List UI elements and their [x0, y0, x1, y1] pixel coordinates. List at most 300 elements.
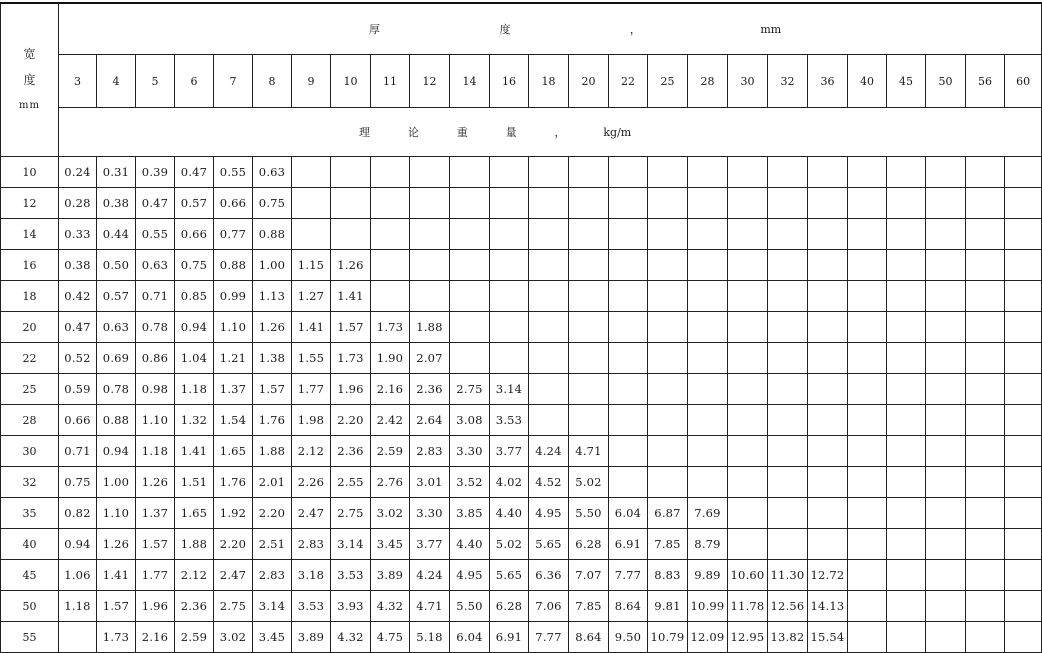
- weight-cell: [728, 467, 768, 498]
- weight-cell: 10.60: [728, 560, 768, 591]
- weight-cell: 7.85: [648, 529, 688, 560]
- weight-cell: [688, 157, 728, 188]
- weight-cell: [848, 281, 887, 312]
- weight-cell: 7.06: [529, 591, 569, 622]
- weight-cell: [926, 498, 966, 529]
- weight-cell: 1.88: [175, 529, 214, 560]
- weight-cell: 6.28: [569, 529, 609, 560]
- weight-cell: [728, 436, 768, 467]
- weight-cell: [926, 281, 966, 312]
- weight-cell: 1.88: [410, 312, 450, 343]
- weight-cell: 0.33: [59, 219, 97, 250]
- table-row: [1, 467, 1042, 498]
- weight-cell: [1005, 343, 1042, 374]
- weight-cell: 1.55: [292, 343, 331, 374]
- weight-cell: [450, 281, 490, 312]
- table-row: [1, 591, 1042, 622]
- weight-cell: [768, 157, 808, 188]
- weight-cell: 10.99: [688, 591, 728, 622]
- width-cell: 50: [1, 591, 59, 622]
- weight-cell: 2.75: [450, 374, 490, 405]
- weight-cell: [966, 591, 1005, 622]
- weight-cell: [887, 157, 926, 188]
- weight-cell: 0.66: [214, 188, 253, 219]
- weight-cell: 2.16: [136, 622, 175, 653]
- weight-cell: 0.85: [175, 281, 214, 312]
- weight-cell: [1005, 529, 1042, 560]
- weight-cell: [768, 467, 808, 498]
- weight-cell: [648, 374, 688, 405]
- table-row: [1, 188, 1042, 219]
- weight-cell: [292, 219, 331, 250]
- weight-cell: 0.28: [59, 188, 97, 219]
- weight-cell: [569, 250, 609, 281]
- weight-cell: [529, 219, 569, 250]
- weight-cell: 1.65: [214, 436, 253, 467]
- weight-cell: [768, 343, 808, 374]
- weight-cell: [808, 374, 848, 405]
- weight-cell: 9.89: [688, 560, 728, 591]
- weight-cell: [609, 157, 648, 188]
- weight-cell: 1.37: [136, 498, 175, 529]
- weight-cell: [887, 374, 926, 405]
- weight-cell: 0.99: [214, 281, 253, 312]
- weight-cell: [410, 281, 450, 312]
- weight-cell: 1.96: [136, 591, 175, 622]
- thickness-header-cell: 14: [450, 55, 490, 108]
- width-cell: 12: [1, 188, 59, 219]
- weight-cell: 10.79: [648, 622, 688, 653]
- weight-cell: [648, 250, 688, 281]
- weight-cell: 11.78: [728, 591, 768, 622]
- thickness-header-cell: 18: [529, 55, 569, 108]
- thickness-header-cell: 6: [175, 55, 214, 108]
- weight-cell: [529, 405, 569, 436]
- weight-cell: 1.73: [331, 343, 371, 374]
- weight-cell: 4.32: [371, 591, 410, 622]
- weight-cell: [728, 343, 768, 374]
- weight-cell: [609, 436, 648, 467]
- weight-cell: 1.10: [214, 312, 253, 343]
- weight-cell: [529, 281, 569, 312]
- weight-cell: [926, 436, 966, 467]
- weight-label-part: 论: [407, 126, 419, 139]
- weight-cell: [966, 467, 1005, 498]
- table-row: [1, 157, 1042, 188]
- weight-cell: [926, 343, 966, 374]
- thickness-values-row: [1, 55, 1042, 108]
- weight-cell: [887, 281, 926, 312]
- weight-cell: 0.63: [97, 312, 136, 343]
- weight-cell: 4.40: [450, 529, 490, 560]
- weight-cell: [966, 312, 1005, 343]
- weight-cell: 2.20: [253, 498, 292, 529]
- weight-cell: 2.01: [253, 467, 292, 498]
- weight-cell: 3.45: [253, 622, 292, 653]
- weight-cell: [926, 529, 966, 560]
- weight-cell: 4.71: [569, 436, 609, 467]
- weight-cell: 2.83: [292, 529, 331, 560]
- width-cell: 22: [1, 343, 59, 374]
- weight-cell: 2.20: [331, 405, 371, 436]
- weight-cell: [609, 312, 648, 343]
- weight-cell: [648, 343, 688, 374]
- thickness-header-cell: 12: [410, 55, 450, 108]
- weight-cell: 7.69: [688, 498, 728, 529]
- weight-cell: 1.10: [136, 405, 175, 436]
- weight-cell: 0.47: [175, 157, 214, 188]
- weight-cell: 0.94: [59, 529, 97, 560]
- weight-cell: 1.73: [371, 312, 410, 343]
- weight-cell: [292, 188, 331, 219]
- width-cell: 25: [1, 374, 59, 405]
- weight-cell: [688, 343, 728, 374]
- weight-cell: 2.83: [410, 436, 450, 467]
- width-cell: 32: [1, 467, 59, 498]
- weight-cell: 3.08: [450, 405, 490, 436]
- weight-cell: 0.47: [136, 188, 175, 219]
- weight-cell: [688, 436, 728, 467]
- weight-cell: 7.77: [529, 622, 569, 653]
- thickness-header-cell: 56: [966, 55, 1005, 108]
- weight-cell: 0.38: [97, 188, 136, 219]
- weight-cell: [728, 405, 768, 436]
- thickness-header-cell: 8: [253, 55, 292, 108]
- weight-cell: [569, 405, 609, 436]
- weight-cell: [808, 219, 848, 250]
- weight-cell: [808, 250, 848, 281]
- weight-cell: 2.47: [292, 498, 331, 529]
- weight-cell: [529, 312, 569, 343]
- weight-cell: [808, 405, 848, 436]
- weight-cell: 2.36: [331, 436, 371, 467]
- weight-cell: 1.77: [136, 560, 175, 591]
- weight-cell: 1.65: [175, 498, 214, 529]
- thickness-unit: mm: [760, 22, 782, 36]
- weight-cell: [887, 405, 926, 436]
- weight-cell: [887, 250, 926, 281]
- weight-cell: [450, 343, 490, 374]
- weight-cell: 2.64: [410, 405, 450, 436]
- width-cell: 16: [1, 250, 59, 281]
- weight-cell: 2.20: [214, 529, 253, 560]
- weight-cell: [728, 374, 768, 405]
- width-cell: 40: [1, 529, 59, 560]
- table-row: [1, 250, 1042, 281]
- weight-cell: [808, 343, 848, 374]
- weight-cell: [331, 157, 371, 188]
- weight-cell: [808, 436, 848, 467]
- weight-cell: 5.02: [569, 467, 609, 498]
- weight-cell: 2.36: [410, 374, 450, 405]
- width-header: [1, 3, 59, 157]
- weight-cell: [490, 188, 529, 219]
- weight-cell: [887, 436, 926, 467]
- table-row: [1, 405, 1042, 436]
- weight-cell: 1.57: [253, 374, 292, 405]
- weight-cell: [966, 343, 1005, 374]
- weight-cell: 2.59: [371, 436, 410, 467]
- weight-cell: 3.02: [371, 498, 410, 529]
- weight-cell: 2.75: [331, 498, 371, 529]
- weight-cell: 1.92: [214, 498, 253, 529]
- table-row: [1, 436, 1042, 467]
- thickness-header-cell: 5: [136, 55, 175, 108]
- weight-cell: 0.50: [97, 250, 136, 281]
- weight-cell: [331, 188, 371, 219]
- weight-cell: [490, 281, 529, 312]
- table-row: [1, 529, 1042, 560]
- weight-cell: [966, 374, 1005, 405]
- weight-cell: 5.50: [450, 591, 490, 622]
- weight-cell: 0.88: [214, 250, 253, 281]
- weight-cell: [728, 498, 768, 529]
- weight-cell: [926, 405, 966, 436]
- weight-cell: 12.95: [728, 622, 768, 653]
- weight-cell: [728, 157, 768, 188]
- weight-cell: 1.98: [292, 405, 331, 436]
- weight-cell: 3.30: [450, 436, 490, 467]
- weight-cell: [1005, 622, 1042, 653]
- thickness-header-cell: 32: [768, 55, 808, 108]
- weight-cell: 0.55: [214, 157, 253, 188]
- weight-cell: 0.24: [59, 157, 97, 188]
- weight-cell: 1.54: [214, 405, 253, 436]
- weight-cell: [450, 312, 490, 343]
- weight-cell: [490, 312, 529, 343]
- weight-cell: 0.98: [136, 374, 175, 405]
- weight-cell: [848, 219, 887, 250]
- weight-cell: 1.57: [136, 529, 175, 560]
- weight-cell: 1.90: [371, 343, 410, 374]
- weight-cell: [410, 157, 450, 188]
- weight-cell: 1.26: [97, 529, 136, 560]
- weight-cell: 0.94: [175, 312, 214, 343]
- thickness-label-part: 厚: [369, 23, 380, 36]
- weight-cell: 0.94: [97, 436, 136, 467]
- weight-cell: 0.57: [175, 188, 214, 219]
- thickness-header-cell: 20: [569, 55, 609, 108]
- weight-cell: 1.73: [97, 622, 136, 653]
- weight-cell: 1.10: [97, 498, 136, 529]
- weight-cell: [768, 250, 808, 281]
- weight-cell: [1005, 467, 1042, 498]
- weight-cell: 6.04: [609, 498, 648, 529]
- weight-cell: [768, 436, 808, 467]
- weight-cell: 4.75: [371, 622, 410, 653]
- weight-cell: [1005, 436, 1042, 467]
- weight-cell: 5.02: [490, 529, 529, 560]
- weight-cell: [768, 188, 808, 219]
- weight-cell: 4.24: [529, 436, 569, 467]
- weight-cell: [808, 188, 848, 219]
- weight-cell: [848, 157, 887, 188]
- thickness-header-cell: 60: [1005, 55, 1042, 108]
- weight-cell: 0.63: [253, 157, 292, 188]
- weight-cell: 2.83: [253, 560, 292, 591]
- weight-cell: 1.57: [331, 312, 371, 343]
- weight-cell: [848, 498, 887, 529]
- weight-cell: [688, 250, 728, 281]
- weight-cell: 3.14: [490, 374, 529, 405]
- weight-cell: [1005, 560, 1042, 591]
- weight-cell: [848, 436, 887, 467]
- thickness-header-cell: 50: [926, 55, 966, 108]
- weight-cell: 12.09: [688, 622, 728, 653]
- weight-cell: [966, 529, 1005, 560]
- weight-cell: 3.77: [410, 529, 450, 560]
- weight-cell: 3.93: [331, 591, 371, 622]
- weight-cell: [887, 467, 926, 498]
- weight-cell: 3.02: [214, 622, 253, 653]
- weight-cell: 0.86: [136, 343, 175, 374]
- width-cell: 35: [1, 498, 59, 529]
- weight-cell: 4.24: [410, 560, 450, 591]
- weight-cell: [331, 219, 371, 250]
- weight-cell: 0.47: [59, 312, 97, 343]
- weight-cell: [808, 529, 848, 560]
- weight-cell: 0.31: [97, 157, 136, 188]
- weight-cell: [966, 281, 1005, 312]
- weight-cell: 4.32: [331, 622, 371, 653]
- weight-cell: [848, 591, 887, 622]
- weight-cell: 1.00: [97, 467, 136, 498]
- weight-cell: 2.16: [371, 374, 410, 405]
- table-row: [1, 281, 1042, 312]
- weight-cell: 3.89: [292, 622, 331, 653]
- weight-cell: [609, 405, 648, 436]
- weight-cell: 1.32: [175, 405, 214, 436]
- weight-cell: 7.77: [609, 560, 648, 591]
- weight-cell: [926, 374, 966, 405]
- table-row: [1, 498, 1042, 529]
- weight-cell: [569, 374, 609, 405]
- thickness-header-cell: 10: [331, 55, 371, 108]
- weight-cell: [59, 622, 97, 653]
- weight-cell: [410, 188, 450, 219]
- weight-cell: 0.75: [59, 467, 97, 498]
- weight-cell: 2.12: [175, 560, 214, 591]
- weight-cell: 1.00: [253, 250, 292, 281]
- weight-cell: 6.36: [529, 560, 569, 591]
- weight-cell: [648, 405, 688, 436]
- weight-cell: 9.81: [648, 591, 688, 622]
- weight-cell: [848, 343, 887, 374]
- thickness-header-cell: 28: [688, 55, 728, 108]
- weight-cell: [848, 529, 887, 560]
- weight-unit: kg/m: [603, 125, 632, 139]
- weight-cell: 15.54: [808, 622, 848, 653]
- weight-cell: [966, 157, 1005, 188]
- weight-cell: [848, 188, 887, 219]
- weight-cell: [808, 467, 848, 498]
- weight-cell: [569, 312, 609, 343]
- weight-cell: 5.50: [569, 498, 609, 529]
- weight-cell: 14.13: [808, 591, 848, 622]
- weight-cell: 1.41: [331, 281, 371, 312]
- weight-cell: 8.83: [648, 560, 688, 591]
- weight-cell: [1005, 157, 1042, 188]
- weight-cell: [609, 467, 648, 498]
- width-label-char: 度: [23, 73, 36, 87]
- weight-cell: 13.82: [768, 622, 808, 653]
- weight-cell: 1.57: [97, 591, 136, 622]
- weight-cell: [490, 219, 529, 250]
- weight-cell: [848, 467, 887, 498]
- weight-cell: 3.77: [490, 436, 529, 467]
- weight-cell: 6.87: [648, 498, 688, 529]
- weight-cell: [926, 622, 966, 653]
- weight-cell: [768, 529, 808, 560]
- thickness-header-cell: 4: [97, 55, 136, 108]
- weight-cell: 5.65: [529, 529, 569, 560]
- weight-cell: 3.52: [450, 467, 490, 498]
- width-label-char: 宽: [23, 47, 36, 61]
- weight-cell: 4.40: [490, 498, 529, 529]
- thickness-header-cell: 11: [371, 55, 410, 108]
- weight-cell: 0.88: [97, 405, 136, 436]
- weight-cell: [569, 343, 609, 374]
- weight-cell: [926, 312, 966, 343]
- weight-cell: [966, 622, 1005, 653]
- weight-cell: [848, 560, 887, 591]
- weight-cell: 3.45: [371, 529, 410, 560]
- weight-cell: 1.06: [59, 560, 97, 591]
- weight-cell: 2.59: [175, 622, 214, 653]
- weight-cell: 2.26: [292, 467, 331, 498]
- weight-cell: [728, 188, 768, 219]
- weight-cell: 11.30: [768, 560, 808, 591]
- weight-cell: [1005, 498, 1042, 529]
- weight-cell: [609, 219, 648, 250]
- weight-cell: [768, 312, 808, 343]
- weight-cell: [887, 591, 926, 622]
- weight-cell: 3.53: [292, 591, 331, 622]
- weight-cell: [728, 529, 768, 560]
- weight-cell: [450, 250, 490, 281]
- weight-cell: 3.01: [410, 467, 450, 498]
- weight-cell: 5.65: [490, 560, 529, 591]
- weight-cell: [887, 560, 926, 591]
- weight-cell: [887, 219, 926, 250]
- weight-cell: [688, 312, 728, 343]
- weight-cell: [490, 157, 529, 188]
- thickness-header-cell: 7: [214, 55, 253, 108]
- weight-cell: [410, 219, 450, 250]
- weight-cell: [808, 281, 848, 312]
- weight-cell: [609, 188, 648, 219]
- weight-cell: [688, 374, 728, 405]
- weight-cell: 1.41: [97, 560, 136, 591]
- weight-cell: 1.26: [331, 250, 371, 281]
- weight-cell: 0.75: [253, 188, 292, 219]
- weight-cell: [648, 312, 688, 343]
- width-unit: mm: [19, 100, 40, 111]
- weight-cell: 0.78: [136, 312, 175, 343]
- weight-cell: [926, 157, 966, 188]
- weight-cell: [887, 343, 926, 374]
- weight-group-header: [59, 108, 1042, 157]
- weight-cell: [569, 219, 609, 250]
- weight-cell: 2.47: [214, 560, 253, 591]
- weight-cell: 1.41: [292, 312, 331, 343]
- width-cell: 45: [1, 560, 59, 591]
- weight-cell: 3.14: [331, 529, 371, 560]
- weight-cell: [1005, 281, 1042, 312]
- weight-cell: [848, 622, 887, 653]
- weight-cell: [808, 312, 848, 343]
- weight-cell: [410, 250, 450, 281]
